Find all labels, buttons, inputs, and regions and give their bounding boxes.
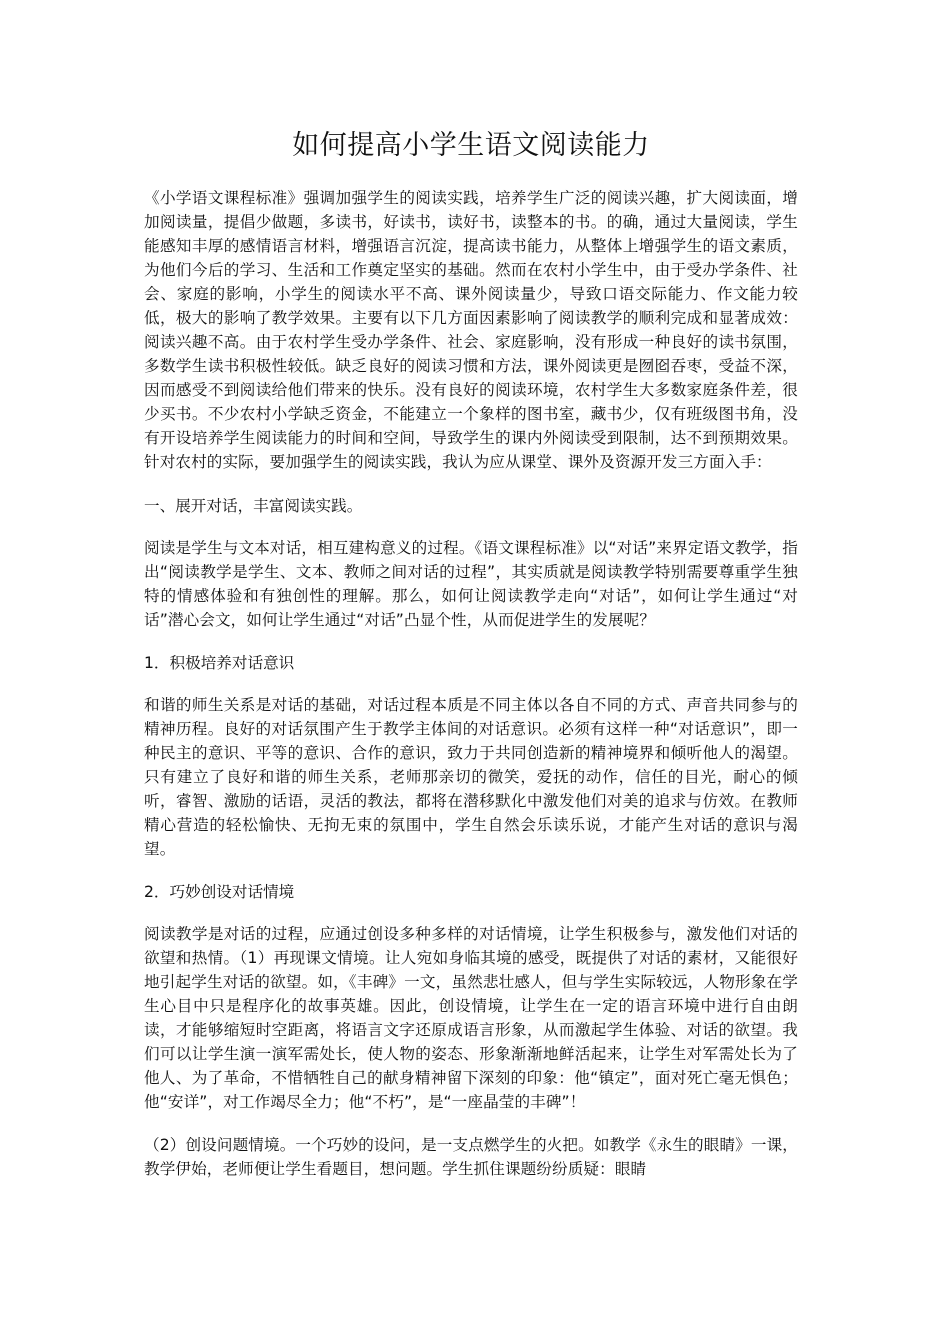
subsection-heading-1: 1．积极培养对话意识 (144, 654, 295, 672)
dialogue-paragraph: 阅读是学生与文本对话，相互建构意义的过程。《语文课程标准》以“对话”来界定语文教学，指出“阅读教学是学生、文本、教师之间对话的过程”，其实质就是阅读教学特别需要尊重学生独特的情感体验和有独创性的理解。那么，如何让阅读教学走向“对话”，如何让学生通过“对话”潜心会文，如何让学生通过“对话”凸显个性，从而促进学生的发展呢？ (144, 539, 798, 629)
document-title: 如何提高小学生语文阅读能力 (292, 130, 650, 161)
question-paragraph: （2）创设问题情境。一个巧妙的设问，是一支点燃学生的火把。如教学《永生的眼睛》一课，教学伊始，老师便让学生看题目，想问题。学生抓住课题纷纷质疑：眼睛 (144, 1136, 798, 1178)
awareness-paragraph: 和谐的师生关系是对话的基础，对话过程本质是不同主体以各自不同的方式、声音共同参与的精神历程。良好的对话氛围产生于教学主体间的对话意识。必须有这样一种“对话意识”，即一种民主的意识、平等的意识、合作的意识，致力于共同创造新的精神境界和倾听他人的渴望。只有建立了良好和谐的师生关系，老师那亲切的微笑，爱抚的动作，信任的目光，耐心的倾听，睿智、激励的话语，灵活的教法，都将在潜移默化中激发他们对美的追求与仿效。在教师精心营造的轻松愉快、无拘无束的氛围中，学生自然会乐读乐说，才能产生对话的意识与渴望。 (144, 696, 798, 858)
intro-paragraph: 《小学语文课程标准》强调加强学生的阅读实践，培养学生广泛的阅读兴趣，扩大阅读面，增加阅读量，提倡少做题，多读书，好读书，读好书，读整本的书。的确，通过大量阅读，学生能感知丰厚的感情语言材料，增强语言沉淀，提高读书能力，从整体上增强学生的语文素质，为他们今后的学习、生活和工作奠定坚实的基础。然而在农村小学生中，由于受办学条件、社会、家庭的影响，小学生的阅读水平不高、课外阅读量少，导致口语交际能力、作文能力较低，极大的影响了教学效果。主要有以下几方面因素影响了阅读教学的顺利完成和显著成效：阅读兴趣不高。由于农村学生受办学条件、社会、家庭影响，没有形成一种良好的读书氛围，多数学生读书积极性较低。缺乏良好的阅读习惯和方法，课外阅读更是囫囵吞枣，受益不深，因而感受不到阅读给他们带来的快乐。没有良好的阅读环境，农村学生大多数家庭条件差，很少买书。不少农村小学缺乏资金，不能建立一个象样的图书室，藏书少，仅有班级图书角，没有开设培养学生阅读能力的时间和空间，导致学生的课内外阅读受到限制，达不到预期效果。针对农村的实际，要加强学生的阅读实践，我认为应从课堂、课外及资源开发三方面入手： (144, 189, 798, 471)
document-body (144, 126, 798, 1181)
scenario-paragraph: 阅读教学是对话的过程，应通过创设多种多样的对话情境，让学生积极参与，激发他们对话的欲望和热情。（1）再现课文情境。让人宛如身临其境的感受，既提供了对话的素材，又能很好地引起学生对话的欲望。如，《丰碑》一文，虽然悲壮感人，但与学生实际较远，人物形象在学生心目中只是程序化的故事英雄。因此，创设情境，让学生在一定的语言环境中进行自由朗读，才能够缩短时空距离，将语言文字还原成语言形象，从而激起学生体验、对话的欲望。我们可以让学生演一演军需处长，使人物的姿态、形象渐渐地鲜活起来，让学生对军需处长为了他人、为了革命，不惜牺牲自己的献身精神留下深刻的印象：他“镇定”，面对死亡毫无惧色；他“安详”，对工作竭尽全力；他“不朽”，是“一座晶莹的丰碑”！ (144, 925, 798, 1111)
subsection-heading-2: 2．巧妙创设对话情境 (144, 883, 295, 901)
section-heading-1: 一、展开对话，丰富阅读实践。 (144, 497, 363, 515)
